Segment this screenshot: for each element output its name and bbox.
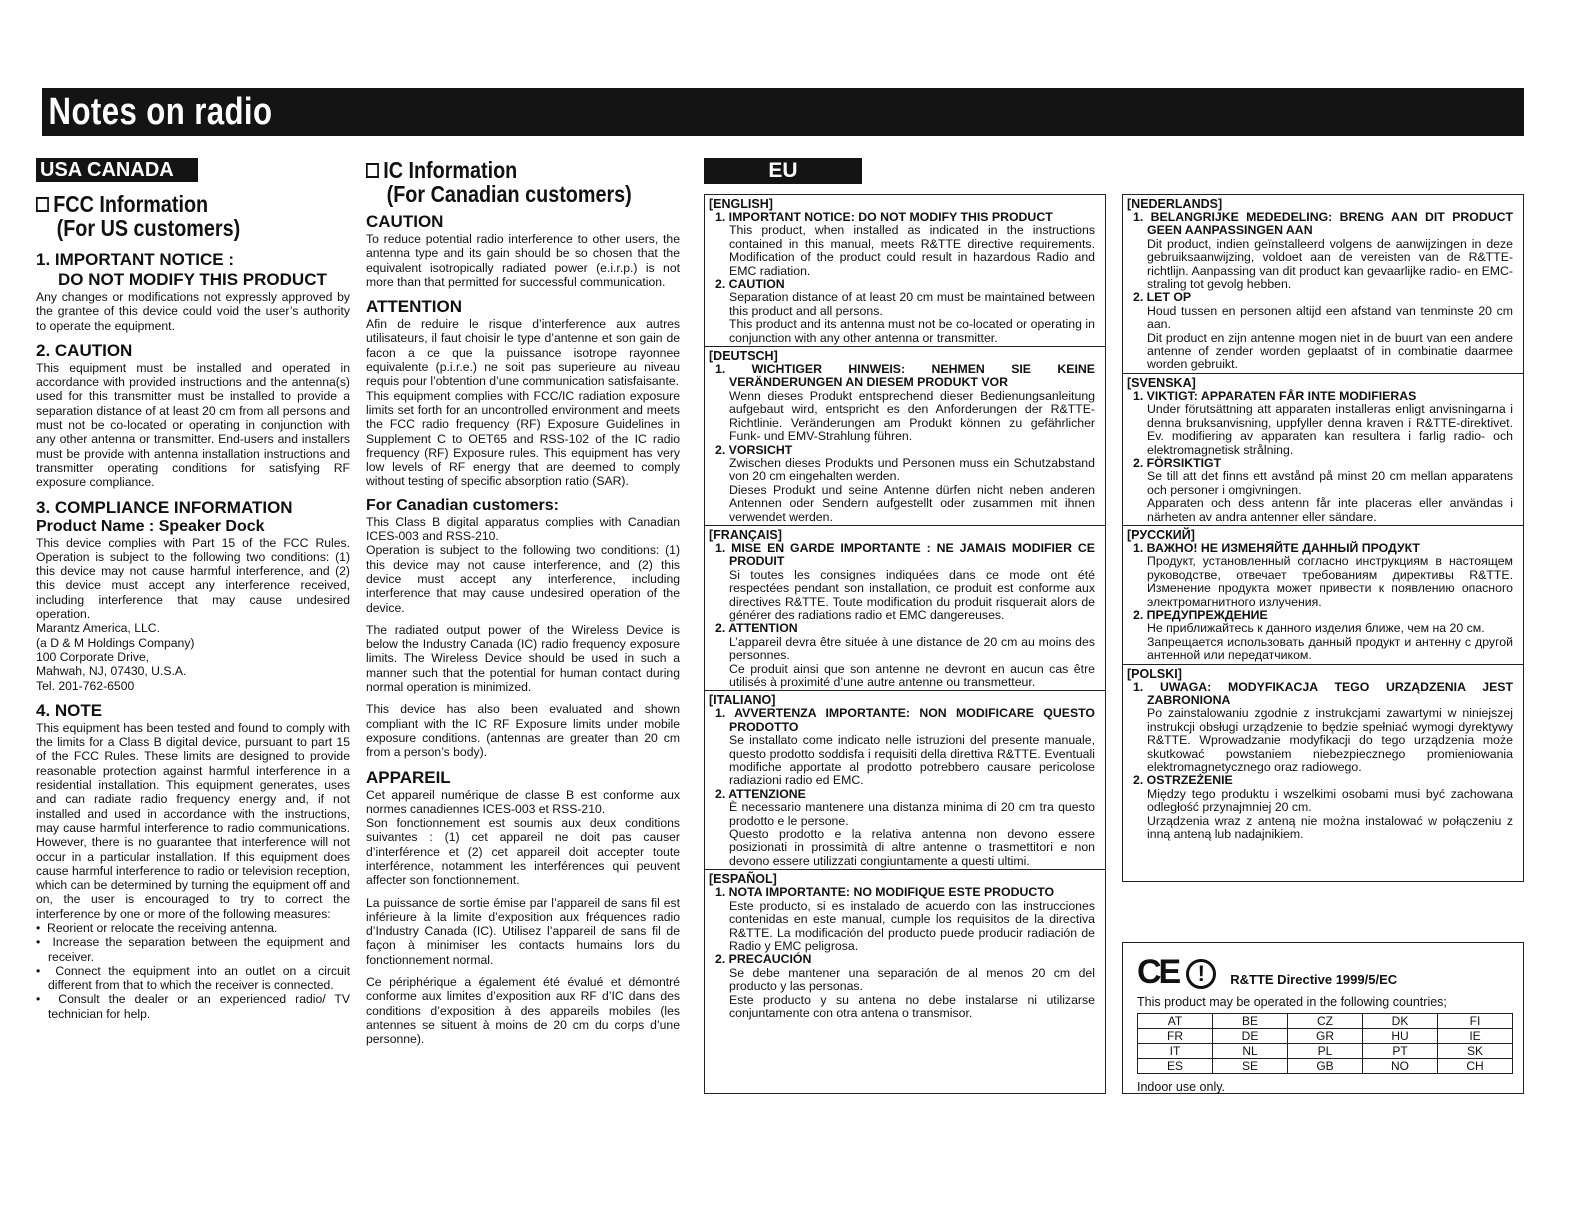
- ic-appareil-text2: Son fonctionnement est soumis aux deux conditions suivantes : (1) cet appareil ne doit pas causer d’interférence et (2) cet appareil doit accepter toute interférence, notamment les interférences qui peuvent affecter son fonctionnement.: [366, 816, 680, 888]
- ce-mark-icon: CE: [1137, 953, 1179, 991]
- caution-text: È necessario mantenere una distanza minima di 20 cm tra questo prodotto e le persone.: [729, 800, 1095, 828]
- notice-title: 1. NOTA IMPORTANTE: NO MODIFIQUE ESTE PRODUCTO: [715, 885, 1055, 900]
- ic-attention-text1: Afin de reduire le risque d’interference aux autres utilisateurs, il faut choisir le type d’antenne et son gain de facon a ce que la puissance isotrope rayonnee equivalente (p.i.r.e.) ne soit pas superieure au niveau requis pour l’obtention d’une communication satisfaisante.: [366, 317, 680, 389]
- eu-frame-right: [1122, 194, 1524, 882]
- address-line: Tel. 201-762-6500: [36, 678, 135, 693]
- caution-text: Не приближайтесь к данного изделия ближе, чем на 20 см.: [1147, 621, 1485, 636]
- country-cell: SE: [1213, 1059, 1288, 1074]
- caution-text: Questo prodotto e la relativa antenna non devono essere posizionati in prossimità di altre antenne o trasmettitori e non devono essere utilizzati congiuntamente a questi ultimi.: [729, 827, 1095, 868]
- caution-text: Apparaten och dess antenn får inte placeras eller användas i närheten av andra antenner eller sändare.: [1147, 496, 1513, 524]
- notice-text: Продукт, установленный согласно инструкциям в настоящем руководстве, отвечает требованиям директивы R&TTE. Изменение продукта может привести к появлению опасного электромагнитного излучения.: [1147, 554, 1513, 609]
- ic-appareil-title: APPAREIL: [366, 767, 451, 787]
- lang-label: [SVENSKA]: [1127, 375, 1196, 390]
- eu-section-italiano: [705, 691, 1105, 870]
- fcc-heading-line2: (For US customers): [56, 215, 241, 241]
- notice-text: Se installato come indicato nelle istruzioni del presente manuale, questo prodotto soddisfa i requisiti della direttiva R&TTE. Eventuali modifiche apportate al prodotto potrebbero causare pericolose radiazioni radio ed EMC.: [729, 733, 1095, 788]
- notice-title: 1. BELANGRIJKE MEDEDELING: BRENG AAN DIT PRODUCT GEEN AANPASSINGEN AAN: [1133, 210, 1513, 238]
- table-row: [1138, 1059, 1513, 1074]
- notice-text: Dit product, indien geïnstalleerd volgens de aanwijzingen in deze gebruiksaanwijzing, voldoet aan de vereisten van de R&TTE-richtlijn. Aanpassing van dit product kan gevaarlijke radio- en EMC-straling tot gevolg hebben.: [1147, 236, 1513, 292]
- eu-section-polski: [1123, 665, 1523, 843]
- usa-canada-tag-label: USA CANADA: [40, 159, 174, 181]
- rtte-box: [1122, 942, 1524, 1094]
- caution-title: 2. ATTENZIONE: [715, 786, 806, 801]
- eu-section-espanol: [705, 870, 1105, 1021]
- country-cell: ES: [1138, 1059, 1213, 1074]
- country-cell: PL: [1288, 1044, 1363, 1059]
- country-cell: CH: [1438, 1059, 1513, 1074]
- ic-heading-line1: IC Information: [383, 157, 518, 183]
- lang-label: [РУССКИЙ]: [1127, 527, 1195, 542]
- caution-text: Dieses Produkt und seine Antenne dürfen nicht neben anderen Antennen oder Sendern aufgestellt oder zusammen mit ihnen verwendet werden.: [729, 482, 1095, 524]
- notice-title: 1. AVVERTENZA IMPORTANTE: NON MODIFICARE QUESTO PRODOTTO: [715, 706, 1095, 734]
- country-cell: HU: [1363, 1029, 1438, 1044]
- fcc-heading: [36, 192, 306, 216]
- caution-text: Se debe mantener una separación de al menos 20 cm del producto y las personas.: [729, 965, 1095, 994]
- ic-canadian-text1: This Class B digital apparatus complies with Canadian ICES-003 and RSS-210.: [366, 514, 680, 544]
- notice-text: Under förutsättning att apparaten installeras enligt anvisningarna i denna bruksanvisning, uppfyller denna kraven i R&TTE-direktivet. Ev. modifiering av apparaten kan resultera i farlig radio- och elektromagnetisk strålning.: [1147, 402, 1513, 457]
- table-row: [1138, 1014, 1513, 1029]
- checkbox-square-icon: [36, 197, 49, 212]
- caution-title: 2. FÖRSIKTIGT: [1133, 455, 1222, 470]
- lang-label: [NEDERLANDS]: [1127, 197, 1223, 211]
- usa-s3-text: This device complies with Part 15 of the FCC Rules. Operation is subject to the following two conditions: (1) this device may not cause harmful interference, and (2) this device must accept any interference received, including interference that may cause undesired operation.: [36, 535, 350, 622]
- list-item: • Increase the separation between the equipment and receiver.: [36, 935, 350, 964]
- country-cell: DK: [1363, 1014, 1438, 1029]
- eu-section-russian: [1123, 526, 1523, 665]
- fcc-heading-line1: FCC Information: [53, 191, 209, 217]
- page-title: Notes on radio: [48, 91, 273, 133]
- notice-title: 1. VIKTIGT: APPARATEN FÅR INTE MODIFIERAS: [1133, 388, 1417, 403]
- address-line: Marantz America, LLC.: [36, 621, 160, 636]
- eu-section-svenska: [1123, 374, 1523, 526]
- usa-s1-title: 1. IMPORTANT NOTICE :: [36, 250, 235, 269]
- page-banner: [36, 88, 1524, 136]
- notice-text: This product, when installed as indicated in the instructions contained in this manual, meets R&TTE directive requirements. Modification of the product could result in hazardous Radio and EMC radiation.: [729, 223, 1095, 278]
- ic-caution-text: To reduce potential radio interference to other users, the antenna type and its gain should be so chosen that the equivalent isotropically radiated power (e.i.r.p.) is not more than that permitted for successful communication.: [366, 232, 680, 289]
- ic-attention-title: ATTENTION: [366, 297, 463, 317]
- country-cell: GB: [1288, 1059, 1363, 1074]
- caution-title: 2. CAUTION: [715, 277, 785, 292]
- address-line: 100 Corporate Drive,: [36, 649, 150, 664]
- caution-title: 2. PRECAUCIÓN: [715, 952, 812, 967]
- table-row: [1138, 1044, 1513, 1059]
- caution-text: Houd tussen en personen altijd een afstand van tenminste 20 cm aan.: [1147, 303, 1513, 332]
- caution-text: Zwischen dieses Produkts und Personen muss ein Schutzabstand von 20 cm eingehalten werden.: [729, 455, 1095, 484]
- eu-section-english: [705, 195, 1105, 347]
- eu-section-deutsch: [705, 347, 1105, 526]
- ic-appareil-text1: Cet appareil numérique de classe B est conforme aux normes canadiennes ICES-003 et RSS-210.: [366, 787, 680, 816]
- country-cell: NO: [1363, 1059, 1438, 1074]
- caution-title: 2. OSTRZEŻENIE: [1133, 773, 1233, 788]
- alert-mark-icon: [1186, 959, 1216, 989]
- caution-text: This product and its antenna must not be co-located or operating in conjunction with any other antenna or transmitter.: [729, 317, 1095, 345]
- caution-text: Dit product en zijn antenne mogen niet in de buurt van een andere antenne of zender worden geplaatst of in combinatie daarmee worden gebruikt.: [1147, 330, 1513, 372]
- country-cell: NL: [1213, 1044, 1288, 1059]
- usa-canada-tag: [36, 158, 198, 182]
- caution-title: 2. ATTENTION: [715, 621, 798, 636]
- operated-text: This product may be operated in the following countries;: [1137, 995, 1447, 1009]
- usa-s2-title: 2. CAUTION: [36, 340, 133, 360]
- notice-title: 1. MISE EN GARDE IMPORTANTE : NE JAMAIS MODIFIER CE PRODUIT: [715, 540, 1095, 569]
- country-cell: IE: [1438, 1029, 1513, 1044]
- notice-text: Wenn dieses Produkt entsprechend dieser Bedienungsanleitung aufgebaut wird, entspricht es den Anforderungen der R&TTE-Richtlinie. Veränderungen am Produkt können zu gefährlicher Funk- und EMV-Strahlung führen.: [729, 388, 1095, 444]
- usa-column: [36, 158, 350, 1021]
- notice-text: Este producto, si es instalado de acuerdo con las instrucciones contenidas en este manual, cumple los requisitos de la directiva R&TTE. La modificación del producto puede producir radiación de Radio y EMC peligrosa.: [729, 898, 1095, 953]
- notice-title: 1. WICHTIGER HINWEIS: NEHMEN SIE KEINE VERÄNDERUNGEN AN DIESEM PRODUKT VOR: [715, 362, 1095, 390]
- caution-text: Między tego produktu i wszelkimi osobami musi być zachowana odległość przynajmniej 20 cm.: [1147, 786, 1513, 815]
- notice-text: Po zainstalowaniu zgodnie z instrukcjami zawartymi w niniejszej instrukcji obsługi urządzenie to będzie spełniać wymogi dyrektywy R&TTE. Wprowadzanie modyfikacji do tego urządzenia może skutkować powstaniem niebezpiecznego promieniowania elektromagnetycznego oraz radiowego.: [1147, 706, 1513, 775]
- ce-row: [1137, 955, 1509, 989]
- lang-label: [ENGLISH]: [709, 197, 773, 211]
- ic-attention-text2: This equipment complies with FCC/IC radiation exposure limits set forth for an uncontrolled environment and meets the FCC radio frequency (RF) Exposure Guidelines in Supplement C to OET65 and RSS-102 of the IC radio frequency (RF) Exposure rules. This equipment has very low levels of RF energy that are deemed to comply without testing of specific absorption ratio (SAR).: [366, 388, 680, 489]
- usa-s3-product: Product Name : Speaker Dock: [36, 517, 265, 535]
- notice-title: 1. ВАЖНО! НЕ ИЗМЕНЯЙТЕ ДАННЫЙ ПРОДУКТ: [1133, 540, 1420, 555]
- caution-text: Ce produit ainsi que son antenne ne devront en aucun cas être utilisés à proximité d’une autre antenne ou transmetteur.: [729, 661, 1095, 689]
- ic-appareil-text4: Ce périphérique a également été évalué et démontré conforme aux limites d’exposition aux RF d’IC dans des conditions d’exposition à des appareils mobiles (les antennes se situent à moins de 20 cm du corps d’une personne).: [366, 975, 680, 1047]
- caution-text: Запрещается использовать данный продукт и антенну с другой антенной или передатчиком.: [1147, 634, 1513, 663]
- country-cell: DE: [1213, 1029, 1288, 1044]
- lang-label: [ITALIANO]: [709, 693, 776, 708]
- list-item: • Reorient or relocate the receiving antenna.: [36, 921, 350, 935]
- ic-heading-line2: (For Canadian customers): [386, 181, 632, 207]
- usa-s1-title2: DO NOT MODIFY THIS PRODUCT: [58, 270, 327, 289]
- country-cell: PT: [1363, 1044, 1438, 1059]
- caution-title: 2. LET OP: [1133, 290, 1192, 305]
- country-table: [1137, 1013, 1513, 1074]
- country-cell: GR: [1288, 1029, 1363, 1044]
- country-cell: CZ: [1288, 1014, 1363, 1029]
- address-line: (a D & M Holdings Company): [36, 635, 195, 650]
- indoor-text: Indoor use only.: [1137, 1080, 1226, 1094]
- notice-title: 1. IMPORTANT NOTICE: DO NOT MODIFY THIS PRODUCT: [715, 210, 1053, 224]
- country-cell: SK: [1438, 1044, 1513, 1059]
- ic-heading: [366, 158, 636, 182]
- country-cell: IT: [1138, 1044, 1213, 1059]
- ic-appareil-text3: La puissance de sortie émise par l’appareil de sans fil est inférieure à la limite d’exposition aux fréquences radio d’Industry Canada (IC). Utilisez l’appareil de sans fil de façon à minimiser les contacts humains lors du fonctionnement normal.: [366, 895, 680, 967]
- usa-s4-title: 4. NOTE: [36, 700, 103, 720]
- caution-text: Separation distance of at least 20 cm must be maintained between this product and all persons.: [729, 290, 1095, 318]
- ic-canadian-text2: Operation is subject to the following two conditions: (1) this device may not cause interference, and (2) this device must accept any interference, including interference that may cause undesired operation of the device.: [366, 543, 680, 615]
- lang-label: [ESPAÑOL]: [709, 872, 777, 887]
- ic-caution-title: CAUTION: [366, 212, 444, 231]
- caution-text: L’appareil devra être située à une distance de 20 cm au moins des personnes.: [729, 634, 1095, 663]
- caution-text: Urządzenia wraz z anteną nie można instalować w połączeniu z inną anteną lub nadajnikiem.: [1147, 813, 1513, 842]
- lang-label: [FRANÇAIS]: [709, 527, 782, 542]
- country-cell: AT: [1138, 1014, 1213, 1029]
- usa-s3-title: 3. COMPLIANCE INFORMATION: [36, 497, 293, 517]
- address-line: Mahwah, NJ, 07430, U.S.A.: [36, 664, 187, 679]
- eu-frame-left: [704, 194, 1106, 1094]
- caution-text: Este producto y su antena no debe instalarse ni utilizarse conjuntamente con otra antena o transmisor.: [729, 992, 1095, 1020]
- caution-title: 2. ПРЕДУПРЕЖДЕНИЕ: [1133, 607, 1268, 622]
- notice-text: Si toutes les consignes indiquées dans ce mode ont été respectées pendant son installation, ce produit est conforme aux directives R&TTE. Toute modification du produit risquerait alors de générer des radiations radio et EMC dangereuses.: [729, 567, 1095, 622]
- checkbox-square-icon: [366, 163, 379, 178]
- measures-list: [36, 921, 350, 1021]
- country-cell: FI: [1438, 1014, 1513, 1029]
- rtte-directive: R&TTE Directive 1999/5/EC: [1230, 972, 1398, 987]
- notice-title: 1. UWAGA: MODYFIKACJA TEGO URZĄDZENIA JEST ZABRONIONA: [1133, 679, 1513, 707]
- country-cell: BE: [1213, 1014, 1288, 1029]
- country-cell: FR: [1138, 1029, 1213, 1044]
- lang-label: [DEUTSCH]: [709, 349, 778, 364]
- ic-canadian-title: For Canadian customers:: [366, 496, 559, 514]
- eu-section-francais: [705, 526, 1105, 691]
- list-item: • Consult the dealer or an experienced radio/ TV technician for help.: [36, 992, 350, 1021]
- ic-canadian-text3: The radiated output power of the Wireless Device is below the Industry Canada (IC) radio frequency exposure limits. The Wireless Device should be used in such a manner such that the potential for human contact during normal operation is minimized.: [366, 622, 680, 695]
- usa-s4-text: This equipment has been tested and found to comply with the limits for a Class B digital device, pursuant to part 15 of the FCC Rules. These limits are designed to provide reasonable protection against harmful interference in a residential installation. This equipment generates, uses and can radiate radio frequency energy and, if not installed and used in accordance with the instructions, may cause harmful interference to radio communications. However, there is no guarantee that interference will not occur in a particular installation. If this equipment does cause harmful interference to radio or television reception, which can be determined by turning the equipment off and on, the user is encouraged to try to correct the interference by one or more of the following measures:: [36, 720, 350, 921]
- eu-tag: EU: [704, 158, 862, 184]
- caution-text: Se till att det finns ett avstånd på minst 20 cm mellan apparatens och personer i omgivningen.: [1147, 469, 1513, 497]
- table-row: [1138, 1029, 1513, 1044]
- lang-label: [POLSKI]: [1127, 666, 1182, 681]
- usa-s1-text: Any changes or modifications not expressly approved by the grantee of this device could void the user’s authority to operate the equipment.: [36, 290, 350, 333]
- ic-canadian-text4: This device has also been evaluated and shown compliant with the IC RF Exposure limits under mobile exposure conditions. (antennas are greater than 20 cm from a person’s body).: [366, 702, 680, 760]
- caution-title: 2. VORSICHT: [715, 442, 793, 457]
- list-item: • Connect the equipment into an outlet on a circuit different from that to which the receiver is connected.: [36, 964, 350, 993]
- usa-s2-text: This equipment must be installed and operated in accordance with provided instructions and the antenna(s) used for this transmitter must be installed to provide a separation distance of at least 20 cm from all persons and must not be co-located or operating in conjunction with any other antenna or transmitter. End-users and installers must be provide with antenna installation instructions and transmitter operating conditions for satisfying RF exposure compliance.: [36, 360, 350, 490]
- eu-section-nederlands: [1123, 195, 1523, 374]
- ic-column: [366, 158, 680, 1047]
